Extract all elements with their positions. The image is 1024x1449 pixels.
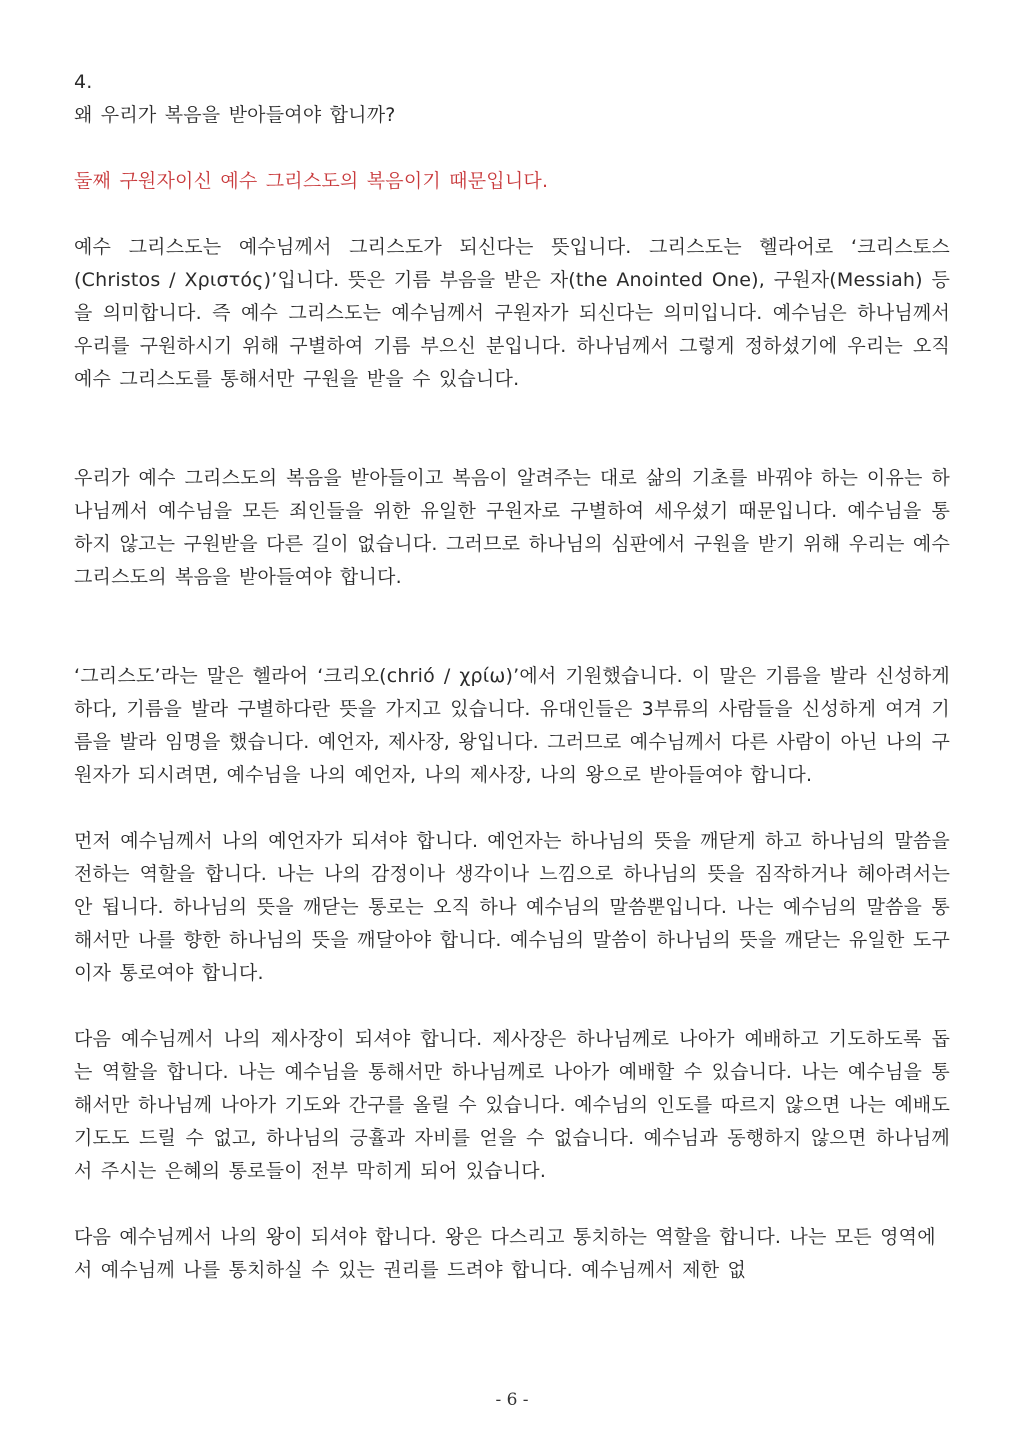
page-number: - 6 - xyxy=(495,1390,529,1410)
paragraph-3: ‘그리스도’라는 말은 헬라어 ‘크리오(chrió / χρίω)’에서 기원했습니다. 이 말은 기름을 발라 신성하게 하다, 기름을 발라 구별하다란 뜻을 가지고 있습니다. 유대인들은 3부류의 사람들을 신성하게 여겨 기름을 발라 임명을 했습니다. 예언자, 제사장, 왕입니다. 그러므로 예수님께서 다른 사람이 아닌 나의 구원자가 되시려면, 예수님을 나의 예언자, 나의 제사장, 나의 왕으로 받아들여야 합니다. xyxy=(74,665,950,786)
section-number: 4. xyxy=(74,71,93,93)
section-question: 왜 우리가 복음을 받아들여야 합니까? xyxy=(74,104,396,126)
paragraph-1: 예수 그리스도는 예수님께서 그리스도가 되신다는 뜻입니다. 그리스도는 헬라어로 ‘크리스토스(Christos / Χριστός)’입니다. 뜻은 기름 부음을 받은 자(the Anointed One), 구원자(Messiah) 등을 의미합니다. 즉 예수 그리스도는 예수님께서 구원자가 되신다는 의미입니다. 예수님은 하나님께서 우리를 구원하시기 위해 구별하여 기름 부으신 분입니다. 하나님께서 그렇게 정하셨기에 우리는 오직 예수 그리스도를 통해서만 구원을 받을 수 있습니다. xyxy=(74,236,950,390)
paragraph-6: 다음 예수님께서 나의 왕이 되셔야 합니다. 왕은 다스리고 통치하는 역할을 합니다. 나는 모든 영역에서 예수님께 나를 통치하실 수 있는 권리를 드려야 합니다. 예수님께서 제한 없 xyxy=(74,1226,936,1281)
document-body xyxy=(74,66,950,1287)
paragraph-5: 다음 예수님께서 나의 제사장이 되셔야 합니다. 제사장은 하나님께로 나아가 예배하고 기도하도록 돕는 역할을 합니다. 나는 예수님을 통해서만 하나님께로 나아가 예배할 수 있습니다. 나는 예수님을 통해서만 하나님께 나아가 기도와 간구를 올릴 수 있습니다. 예수님의 인도를 따르지 않으면 나는 예배도 기도도 드릴 수 없고, 하나님의 긍휼과 자비를 얻을 수 없습니다. 예수님과 동행하지 않으면 하나님께서 주시는 은혜의 통로들이 전부 막히게 되어 있습니다. xyxy=(74,1028,950,1182)
section-heading: 둘째 구원자이신 예수 그리스도의 복음이기 때문입니다. xyxy=(74,170,549,192)
paragraph-4: 먼저 예수님께서 나의 예언자가 되셔야 합니다. 예언자는 하나님의 뜻을 깨닫게 하고 하나님의 말씀을 전하는 역할을 합니다. 나는 나의 감정이나 생각이나 느낌으로 하나님의 뜻을 짐작하거나 헤아려서는 안 됩니다. 하나님의 뜻을 깨닫는 통로는 오직 하나 예수님의 말씀뿐입니다. 나는 예수님의 말씀을 통해서만 나를 향한 하나님의 뜻을 깨달아야 합니다. 예수님의 말씀이 하나님의 뜻을 깨닫는 유일한 도구이자 통로여야 합니다. xyxy=(74,830,950,984)
paragraph-2: 우리가 예수 그리스도의 복음을 받아들이고 복음이 알려주는 대로 삶의 기초를 바꿔야 하는 이유는 하나님께서 예수님을 모든 죄인들을 위한 유일한 구원자로 구별하여 세우셨기 때문입니다. 예수님을 통하지 않고는 구원받을 다른 길이 없습니다. 그러므로 하나님의 심판에서 구원을 받기 위해 우리는 예수 그리스도의 복음을 받아들여야 합니다. xyxy=(74,467,950,588)
